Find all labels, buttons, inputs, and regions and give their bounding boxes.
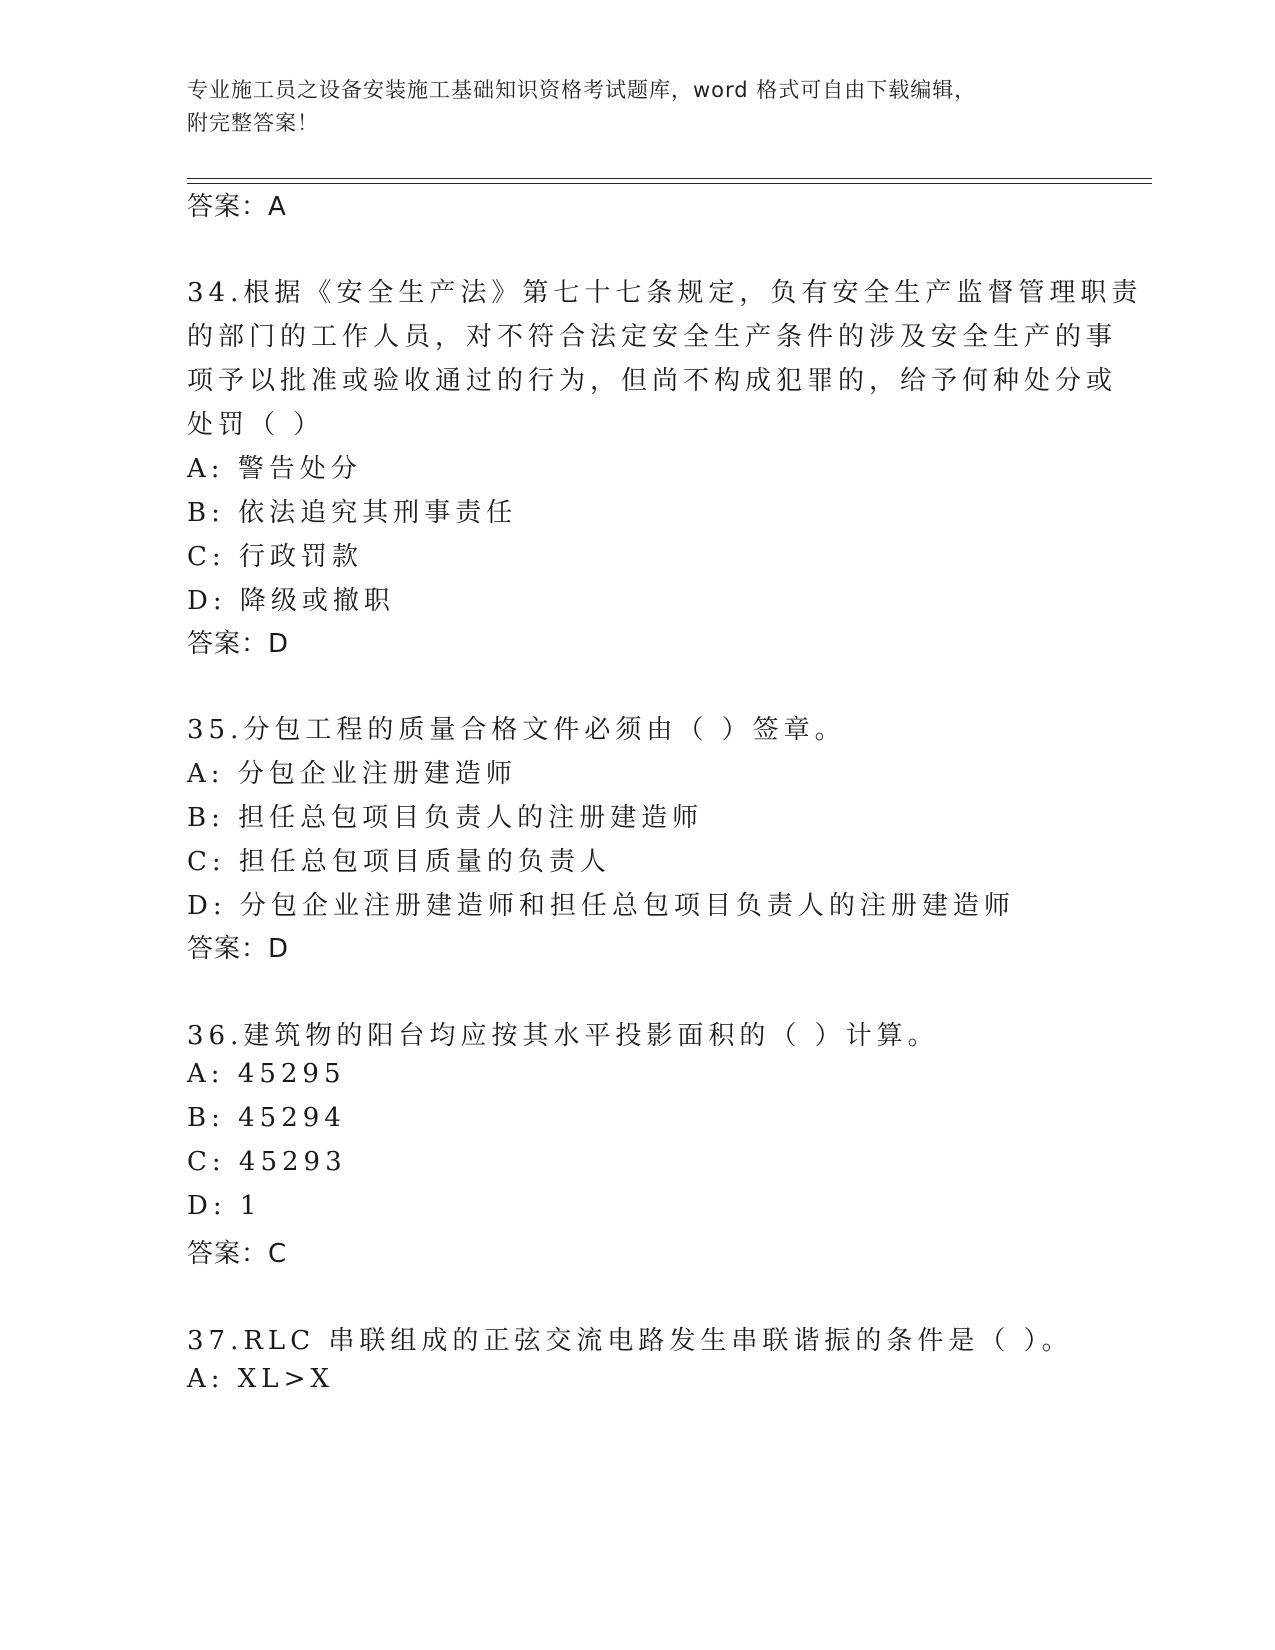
q35-option-d: D: 分包企业注册建造师和担任总包项目负责人的注册建造师 — [187, 891, 1015, 921]
q37-option-a: A: XL>X — [187, 1364, 334, 1394]
q37-stem: 37.RLC 串联组成的正弦交流电路发生串联谐振的条件是（ ）。 — [187, 1326, 1073, 1356]
q36-option-d: D: 1 — [187, 1191, 262, 1221]
q35-option-b: B: 担任总包项目负责人的注册建造师 — [187, 803, 704, 833]
q35-option-a: A: 分包企业注册建造师 — [187, 759, 517, 789]
q34-stem-line-1: 34.根据《安全生产法》第七十七条规定，负有安全生产监督管理职责 — [187, 278, 1143, 308]
q35-answer: 答案：D — [187, 934, 290, 964]
header-divider-bottom — [187, 183, 1152, 184]
q34-answer: 答案：D — [187, 629, 290, 659]
q36-stem: 36.建筑物的阳台均应按其水平投影面积的（ ）计算。 — [187, 1021, 939, 1051]
q34-stem-line-2: 的部门的工作人员，对不符合法定安全生产条件的涉及安全生产的事 — [187, 322, 1118, 352]
header-line-1: 专业施工员之设备安装施工基础知识资格考试题库，word 格式可自由下载编辑， — [187, 78, 977, 102]
q36-option-a: A: 45295 — [187, 1059, 346, 1089]
header-line-2: 附完整答案！ — [187, 111, 319, 135]
q36-option-b: B: 45294 — [187, 1103, 346, 1133]
q34-option-c: C: 行政罚款 — [187, 542, 363, 572]
q34-stem-line-3: 项予以批准或验收通过的行为，但尚不构成犯罪的，给予何种处分或 — [187, 366, 1118, 396]
q34-stem-line-4: 处罚（ ） — [187, 410, 325, 440]
q34-option-b: B: 依法追究其刑事责任 — [187, 498, 518, 528]
q34-option-a: A: 警告处分 — [187, 454, 362, 484]
answer-previous: 答案：A — [187, 192, 287, 222]
q34-option-d: D: 降级或撤职 — [187, 586, 395, 616]
q36-option-c: C: 45293 — [187, 1147, 347, 1177]
header-divider-top — [187, 178, 1152, 179]
q35-option-c: C: 担任总包项目质量的负责人 — [187, 847, 611, 877]
document-header — [187, 74, 1087, 140]
q36-answer: 答案：C — [187, 1239, 288, 1269]
q35-stem: 35.分包工程的质量合格文件必须由（ ）签章。 — [187, 715, 846, 745]
